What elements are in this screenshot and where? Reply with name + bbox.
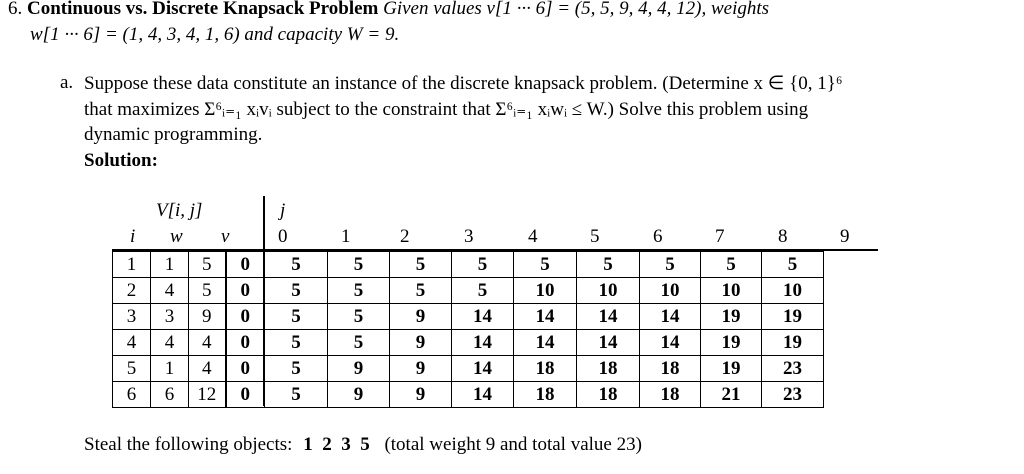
header-j-1: 1: [341, 226, 351, 247]
cell-v: 9: [189, 304, 226, 330]
cell-i: 6: [113, 382, 151, 408]
cell-value: 5: [328, 304, 390, 330]
cell-v: 5: [189, 252, 226, 278]
cell-i: 3: [113, 304, 151, 330]
cell-value: 0: [226, 356, 265, 382]
part-a-line-2: that maximizes Σ⁶ᵢ₌₁ xᵢvᵢ subject to the constraint that Σ⁶ᵢ₌₁ xᵢwᵢ ≤ W.) Solve this problem using: [84, 99, 809, 120]
cell-value: 9: [328, 356, 390, 382]
cell-value: 0: [226, 278, 265, 304]
cell-value: 5: [390, 252, 452, 278]
problem-line-1: [8, 0, 769, 20]
header-j-4: 4: [528, 226, 538, 247]
cell-value: 5: [762, 252, 824, 278]
cell-value: 14: [640, 304, 701, 330]
header-i: i: [130, 226, 136, 247]
cell-v: 12: [189, 382, 226, 408]
table-row: [113, 252, 824, 278]
cell-value: 9: [390, 330, 452, 356]
problem-line-2: w[1 ··· 6] = (1, 4, 3, 4, 1, 6) and capacity W = 9.: [30, 24, 400, 45]
cell-value: 18: [514, 356, 577, 382]
header-j-8: 8: [778, 226, 788, 247]
cell-value: 21: [701, 382, 762, 408]
cell-value: 14: [514, 304, 577, 330]
answer-objects: 1 2 3 5: [303, 434, 370, 455]
cell-value: 5: [265, 356, 328, 382]
cell-value: 0: [226, 252, 265, 278]
header-j-3: 3: [464, 226, 474, 247]
cell-value: 19: [701, 356, 762, 382]
cell-value: 14: [452, 356, 514, 382]
cell-value: 10: [640, 278, 701, 304]
cell-value: 10: [701, 278, 762, 304]
cell-value: 14: [452, 330, 514, 356]
cell-w: 4: [151, 278, 189, 304]
table-caption: V[i, j]: [156, 200, 203, 221]
cell-value: 5: [265, 382, 328, 408]
table-row: [113, 382, 824, 408]
header-j-5: 5: [590, 226, 600, 247]
problem-number: 6.: [8, 0, 23, 19]
cell-value: 5: [701, 252, 762, 278]
cell-value: 5: [452, 252, 514, 278]
part-a-line-1: Suppose these data constitute an instance of the discrete knapsack problem. (Determine x ∈ {0, 1}⁶: [84, 73, 843, 94]
cell-value: 18: [577, 382, 640, 408]
cell-w: 6: [151, 382, 189, 408]
cell-value: 23: [762, 382, 824, 408]
cell-value: 14: [452, 304, 514, 330]
cell-w: 1: [151, 252, 189, 278]
header-v: v: [221, 226, 230, 247]
cell-value: 9: [390, 304, 452, 330]
problem-values-text: Given values v[1 ··· 6] = (5, 5, 9, 4, 4, 12), weights: [383, 0, 770, 19]
cell-value: 5: [328, 278, 390, 304]
cell-value: 9: [328, 382, 390, 408]
cell-value: 5: [640, 252, 701, 278]
problem-title: Continuous vs. Discrete Knapsack Problem: [27, 0, 379, 19]
cell-value: 19: [762, 304, 824, 330]
part-a-line-3: dynamic programming.: [84, 124, 263, 145]
cell-value: 19: [762, 330, 824, 356]
cell-value: 14: [640, 330, 701, 356]
cell-value: 5: [514, 252, 577, 278]
cell-value: 18: [577, 356, 640, 382]
cell-value: 18: [640, 382, 701, 408]
solution-label: Solution:: [84, 150, 158, 171]
cell-v: 5: [189, 278, 226, 304]
cell-value: 19: [701, 304, 762, 330]
table-row: [113, 304, 824, 330]
cell-value: 9: [390, 382, 452, 408]
answer-prefix: Steal the following objects:: [84, 434, 293, 455]
header-j-2: 2: [400, 226, 410, 247]
dp-table: [112, 251, 824, 408]
cell-value: 5: [265, 278, 328, 304]
header-j-7: 7: [715, 226, 725, 247]
cell-v: 4: [189, 330, 226, 356]
cell-value: 5: [265, 330, 328, 356]
cell-value: 14: [452, 382, 514, 408]
table-row: [113, 330, 824, 356]
header-j-0: 0: [278, 226, 288, 247]
cell-v: 4: [189, 356, 226, 382]
cell-value: 10: [577, 278, 640, 304]
cell-value: 9: [390, 356, 452, 382]
part-a-label: a.: [60, 72, 74, 93]
cell-value: 5: [265, 252, 328, 278]
header-j-6: 6: [653, 226, 663, 247]
cell-i: 1: [113, 252, 151, 278]
answer-line: [84, 434, 642, 456]
cell-value: 0: [226, 330, 265, 356]
cell-value: 18: [514, 382, 577, 408]
cell-value: 5: [577, 252, 640, 278]
cell-value: 5: [265, 304, 328, 330]
cell-value: 23: [762, 356, 824, 382]
cell-value: 10: [762, 278, 824, 304]
cell-value: 5: [328, 330, 390, 356]
cell-value: 14: [577, 330, 640, 356]
answer-suffix: (total weight 9 and total value 23): [384, 434, 642, 455]
cell-w: 4: [151, 330, 189, 356]
cell-value: 19: [701, 330, 762, 356]
cell-i: 2: [113, 278, 151, 304]
table-row: [113, 356, 824, 382]
header-j-9: 9: [840, 226, 850, 247]
cell-value: 5: [328, 252, 390, 278]
cell-value: 18: [640, 356, 701, 382]
cell-value: 0: [226, 304, 265, 330]
cell-w: 3: [151, 304, 189, 330]
cell-value: 14: [514, 330, 577, 356]
cell-value: 0: [226, 382, 265, 408]
header-w: w: [170, 226, 183, 247]
cell-value: 5: [452, 278, 514, 304]
cell-w: 1: [151, 356, 189, 382]
cell-i: 4: [113, 330, 151, 356]
cell-i: 5: [113, 356, 151, 382]
j-label: j: [280, 200, 286, 221]
cell-value: 10: [514, 278, 577, 304]
table-row: [113, 278, 824, 304]
cell-value: 14: [577, 304, 640, 330]
cell-value: 5: [390, 278, 452, 304]
